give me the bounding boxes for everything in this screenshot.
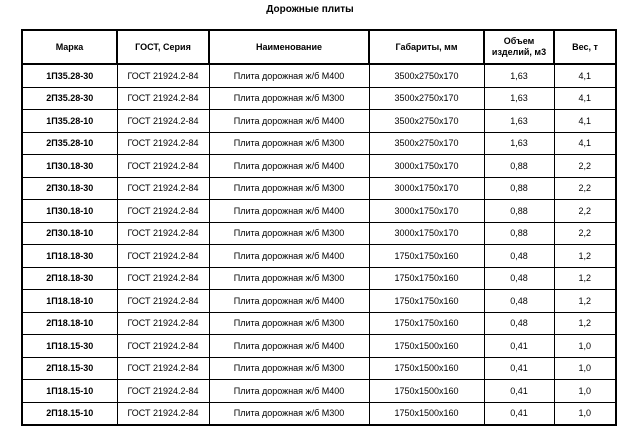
weight-cell: 1,2 bbox=[554, 245, 616, 268]
table-row bbox=[22, 132, 616, 155]
dimensions-cell: 3000x1750x170 bbox=[369, 200, 484, 223]
weight-cell: 2,2 bbox=[554, 200, 616, 223]
table-row bbox=[22, 64, 616, 87]
dimensions-cell: 1750x1750x160 bbox=[369, 267, 484, 290]
weight-cell: 1,2 bbox=[554, 267, 616, 290]
mark-cell: 2П18.15-30 bbox=[22, 357, 117, 380]
weight-cell: 1,0 bbox=[554, 380, 616, 403]
mark-cell: 1П35.28-30 bbox=[22, 64, 117, 87]
table-row bbox=[22, 245, 616, 268]
table-row bbox=[22, 177, 616, 200]
name-cell: Плита дорожная ж/б М400 bbox=[209, 335, 369, 358]
name-cell: Плита дорожная ж/б М300 bbox=[209, 177, 369, 200]
table-row bbox=[22, 335, 616, 358]
weight-cell: 2,2 bbox=[554, 222, 616, 245]
gost-cell: ГОСТ 21924.2-84 bbox=[117, 222, 209, 245]
dimensions-cell: 1750x1500x160 bbox=[369, 402, 484, 425]
table-row bbox=[22, 290, 616, 313]
mark-cell: 2П18.18-30 bbox=[22, 267, 117, 290]
gost-cell: ГОСТ 21924.2-84 bbox=[117, 290, 209, 313]
weight-cell: 1,2 bbox=[554, 312, 616, 335]
name-cell: Плита дорожная ж/б М400 bbox=[209, 110, 369, 133]
dimensions-cell: 1750x1750x160 bbox=[369, 312, 484, 335]
name-cell: Плита дорожная ж/б М400 bbox=[209, 200, 369, 223]
gost-cell: ГОСТ 21924.2-84 bbox=[117, 200, 209, 223]
column-header-name: Наименование bbox=[209, 30, 369, 64]
mark-cell: 2П30.18-10 bbox=[22, 222, 117, 245]
mark-cell: 2П35.28-10 bbox=[22, 132, 117, 155]
name-cell: Плита дорожная ж/б М400 bbox=[209, 290, 369, 313]
name-cell: Плита дорожная ж/б М300 bbox=[209, 402, 369, 425]
table-row bbox=[22, 155, 616, 178]
weight-cell: 4,1 bbox=[554, 110, 616, 133]
gost-cell: ГОСТ 21924.2-84 bbox=[117, 402, 209, 425]
name-cell: Плита дорожная ж/б М400 bbox=[209, 64, 369, 87]
name-cell: Плита дорожная ж/б М300 bbox=[209, 87, 369, 110]
volume-cell: 1,63 bbox=[484, 132, 554, 155]
gost-cell: ГОСТ 21924.2-84 bbox=[117, 87, 209, 110]
mark-cell: 1П18.18-30 bbox=[22, 245, 117, 268]
mark-cell: 1П30.18-30 bbox=[22, 155, 117, 178]
volume-cell: 0,48 bbox=[484, 290, 554, 313]
dimensions-cell: 1750x1750x160 bbox=[369, 245, 484, 268]
mark-cell: 1П18.15-10 bbox=[22, 380, 117, 403]
weight-cell: 1,0 bbox=[554, 402, 616, 425]
volume-cell: 0,41 bbox=[484, 335, 554, 358]
volume-cell: 0,41 bbox=[484, 402, 554, 425]
mark-cell: 2П35.28-30 bbox=[22, 87, 117, 110]
table-row bbox=[22, 222, 616, 245]
mark-cell: 2П18.18-10 bbox=[22, 312, 117, 335]
name-cell: Плита дорожная ж/б М400 bbox=[209, 245, 369, 268]
dimensions-cell: 3000x1750x170 bbox=[369, 177, 484, 200]
road-slabs-table bbox=[21, 29, 617, 426]
table-row bbox=[22, 357, 616, 380]
column-header-dimensions: Габариты, мм bbox=[369, 30, 484, 64]
volume-cell: 1,63 bbox=[484, 110, 554, 133]
dimensions-cell: 3000x1750x170 bbox=[369, 155, 484, 178]
weight-cell: 1,0 bbox=[554, 335, 616, 358]
volume-cell: 0,88 bbox=[484, 200, 554, 223]
dimensions-cell: 3500x2750x170 bbox=[369, 64, 484, 87]
name-cell: Плита дорожная ж/б М400 bbox=[209, 155, 369, 178]
gost-cell: ГОСТ 21924.2-84 bbox=[117, 110, 209, 133]
weight-cell: 1,2 bbox=[554, 290, 616, 313]
name-cell: Плита дорожная ж/б М300 bbox=[209, 132, 369, 155]
mark-cell: 2П30.18-30 bbox=[22, 177, 117, 200]
gost-cell: ГОСТ 21924.2-84 bbox=[117, 312, 209, 335]
volume-cell: 0,41 bbox=[484, 380, 554, 403]
volume-cell: 1,63 bbox=[484, 87, 554, 110]
table-row bbox=[22, 402, 616, 425]
gost-cell: ГОСТ 21924.2-84 bbox=[117, 245, 209, 268]
name-cell: Плита дорожная ж/б М300 bbox=[209, 222, 369, 245]
gost-cell: ГОСТ 21924.2-84 bbox=[117, 132, 209, 155]
weight-cell: 4,1 bbox=[554, 64, 616, 87]
dimensions-cell: 3500x2750x170 bbox=[369, 87, 484, 110]
volume-cell: 0,88 bbox=[484, 155, 554, 178]
table-row bbox=[22, 87, 616, 110]
volume-cell: 0,48 bbox=[484, 267, 554, 290]
gost-cell: ГОСТ 21924.2-84 bbox=[117, 380, 209, 403]
dimensions-cell: 1750x1500x160 bbox=[369, 335, 484, 358]
table-row bbox=[22, 200, 616, 223]
mark-cell: 2П18.15-10 bbox=[22, 402, 117, 425]
column-header-volume: Объем изделий, м3 bbox=[484, 30, 554, 64]
table-row bbox=[22, 312, 616, 335]
gost-cell: ГОСТ 21924.2-84 bbox=[117, 155, 209, 178]
column-header-weight: Вес, т bbox=[554, 30, 616, 64]
volume-cell: 0,48 bbox=[484, 245, 554, 268]
volume-cell: 1,63 bbox=[484, 64, 554, 87]
gost-cell: ГОСТ 21924.2-84 bbox=[117, 357, 209, 380]
volume-cell: 0,41 bbox=[484, 357, 554, 380]
page-title: Дорожные плиты bbox=[266, 4, 354, 15]
gost-cell: ГОСТ 21924.2-84 bbox=[117, 64, 209, 87]
dimensions-cell: 3000x1750x170 bbox=[369, 222, 484, 245]
dimensions-cell: 1750x1500x160 bbox=[369, 380, 484, 403]
dimensions-cell: 1750x1750x160 bbox=[369, 290, 484, 313]
gost-cell: ГОСТ 21924.2-84 bbox=[117, 177, 209, 200]
weight-cell: 2,2 bbox=[554, 155, 616, 178]
column-header-gost: ГОСТ, Серия bbox=[117, 30, 209, 64]
gost-cell: ГОСТ 21924.2-84 bbox=[117, 335, 209, 358]
table-row bbox=[22, 110, 616, 133]
weight-cell: 2,2 bbox=[554, 177, 616, 200]
volume-cell: 0,88 bbox=[484, 177, 554, 200]
mark-cell: 1П35.28-10 bbox=[22, 110, 117, 133]
mark-cell: 1П18.18-10 bbox=[22, 290, 117, 313]
weight-cell: 1,0 bbox=[554, 357, 616, 380]
dimensions-cell: 1750x1500x160 bbox=[369, 357, 484, 380]
weight-cell: 4,1 bbox=[554, 132, 616, 155]
gost-cell: ГОСТ 21924.2-84 bbox=[117, 267, 209, 290]
column-header-mark: Марка bbox=[22, 30, 117, 64]
dimensions-cell: 3500x2750x170 bbox=[369, 132, 484, 155]
name-cell: Плита дорожная ж/б М400 bbox=[209, 380, 369, 403]
name-cell: Плита дорожная ж/б М300 bbox=[209, 312, 369, 335]
mark-cell: 1П18.15-30 bbox=[22, 335, 117, 358]
name-cell: Плита дорожная ж/б М300 bbox=[209, 267, 369, 290]
table-row bbox=[22, 267, 616, 290]
name-cell: Плита дорожная ж/б М300 bbox=[209, 357, 369, 380]
volume-cell: 0,88 bbox=[484, 222, 554, 245]
mark-cell: 1П30.18-10 bbox=[22, 200, 117, 223]
table-header-row bbox=[22, 30, 616, 64]
dimensions-cell: 3500x2750x170 bbox=[369, 110, 484, 133]
table-row bbox=[22, 380, 616, 403]
volume-cell: 0,48 bbox=[484, 312, 554, 335]
weight-cell: 4,1 bbox=[554, 87, 616, 110]
